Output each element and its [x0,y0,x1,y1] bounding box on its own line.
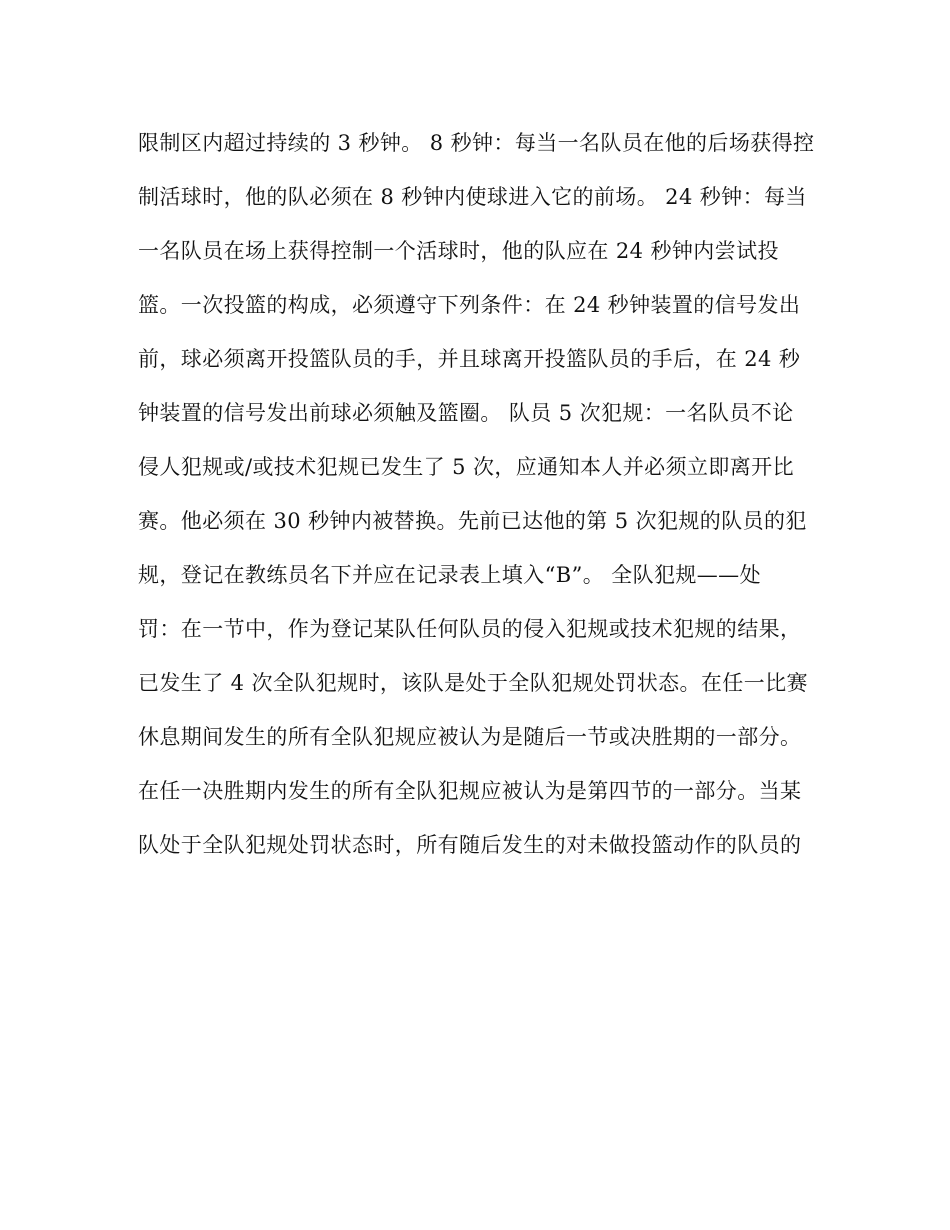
text-line: 侵人犯规或/或技术犯规已发生了 5 次，应通知本人并必须立即离开比 [138,455,794,479]
text-line: 制活球时，他的队必须在 8 秒钟内使球进入它的前场。 24 秒钟：每当 [138,185,807,209]
text-line: 规，登记在教练员名下并应在记录表上填入“B”。 全队犯规——处 [138,563,761,587]
text-line: 在任一决胜期内发生的所有全队犯规应被认为是第四节的一部分。当某 [138,779,802,803]
body-text [138,120,828,876]
text-line: 队处于全队犯规处罚状态时，所有随后发生的对未做投篮动作的队员的 [138,833,802,857]
text-line: 已发生了 4 次全队犯规时，该队是处于全队犯规处罚状态。在任一比赛 [138,671,808,695]
text-line: 赛。他必须在 30 秒钟内被替换。先前已达他的第 5 次犯规的队员的犯 [138,509,807,533]
text-line: 前，球必须离开投篮队员的手，并且球离开投篮队员的手后，在 24 秒 [138,347,801,371]
text-line: 钟装置的信号发出前球必须触及篮圈。 队员 5 次犯规：一名队员不论 [138,401,794,425]
text-line: 限制区内超过持续的 3 秒钟。 8 秒钟：每当一名队员在他的后场获得控 [138,131,815,155]
text-line: 一名队员在场上获得控制一个活球时，他的队应在 24 秒钟内尝试投 [138,239,779,263]
text-line: 篮。一次投篮的构成，必须遵守下列条件：在 24 秒钟装置的信号发出 [138,293,801,317]
text-line: 罚：在一节中，作为登记某队任何队员的侵入犯规或技术犯规的结果， [138,617,802,641]
text-line: 休息期间发生的所有全队犯规应被认为是随后一节或决胜期的一部分。 [138,725,802,749]
